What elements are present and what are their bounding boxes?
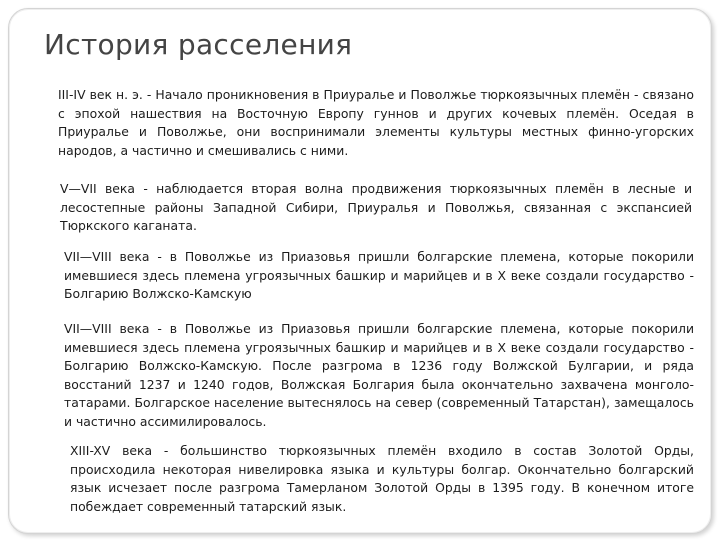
paragraph-7-8-century-full: VII—VIII века - в Поволжье из Приазовья пришли болгарские племена, которые покорили имевшиеся здесь племена угроязычных башкир и марийцев и в X веке создали государство - Болгарию Волжско-Камскую. После разгрома в 1236 году Волжской Булгарии, и ряда восстаний 1237 и 1240 годов, Волжская Болгария была окончательно захвачена монголо-татарами. Болгарское население вытеснялось на север (современный Татарстан), замещалось и частично ассимилировалось.	[64, 321, 694, 429]
slide-title: История расселения	[44, 28, 353, 61]
paragraph-13-15-century: XIII-XV века - большинство тюркоязычных племён входило в состав Золотой Орды, происходила некоторая нивелировка языка и культуры болгар. Окончательно болгарский язык исчезает после разгрома Тамерланом Золотой Орды в 1395 году. В конечном итоге побеждает современный татарский язык.	[70, 443, 694, 514]
paragraph-3-4-century: III-IV век н. э. - Начало проникновения в Приуралье и Поволжье тюркоязычных племён - связано с эпохой нашествия на Восточную Европу гуннов и других кочевых племён. Оседая в Приуралье и Поволжье, они воспринимали элементы культуры местных финно-угорских народов, а частично и смешивались с ними.	[58, 87, 694, 158]
paragraph-5-7-century: V—VII века - наблюдается вторая волна продвижения тюркоязычных племён в лесные и лесостепные районы Западной Сибири, Приуралья и Поволжья, связанная с экспансией Тюркского каганата.	[60, 181, 692, 233]
paragraph-7-8-century-short: VII—VIII века - в Поволжье из Приазовья пришли болгарские племена, которые покорили имевшиеся здесь племена угроязычных башкир и марийцев и в X веке создали государство - Болгарию Волжско-Камскую	[64, 249, 694, 301]
